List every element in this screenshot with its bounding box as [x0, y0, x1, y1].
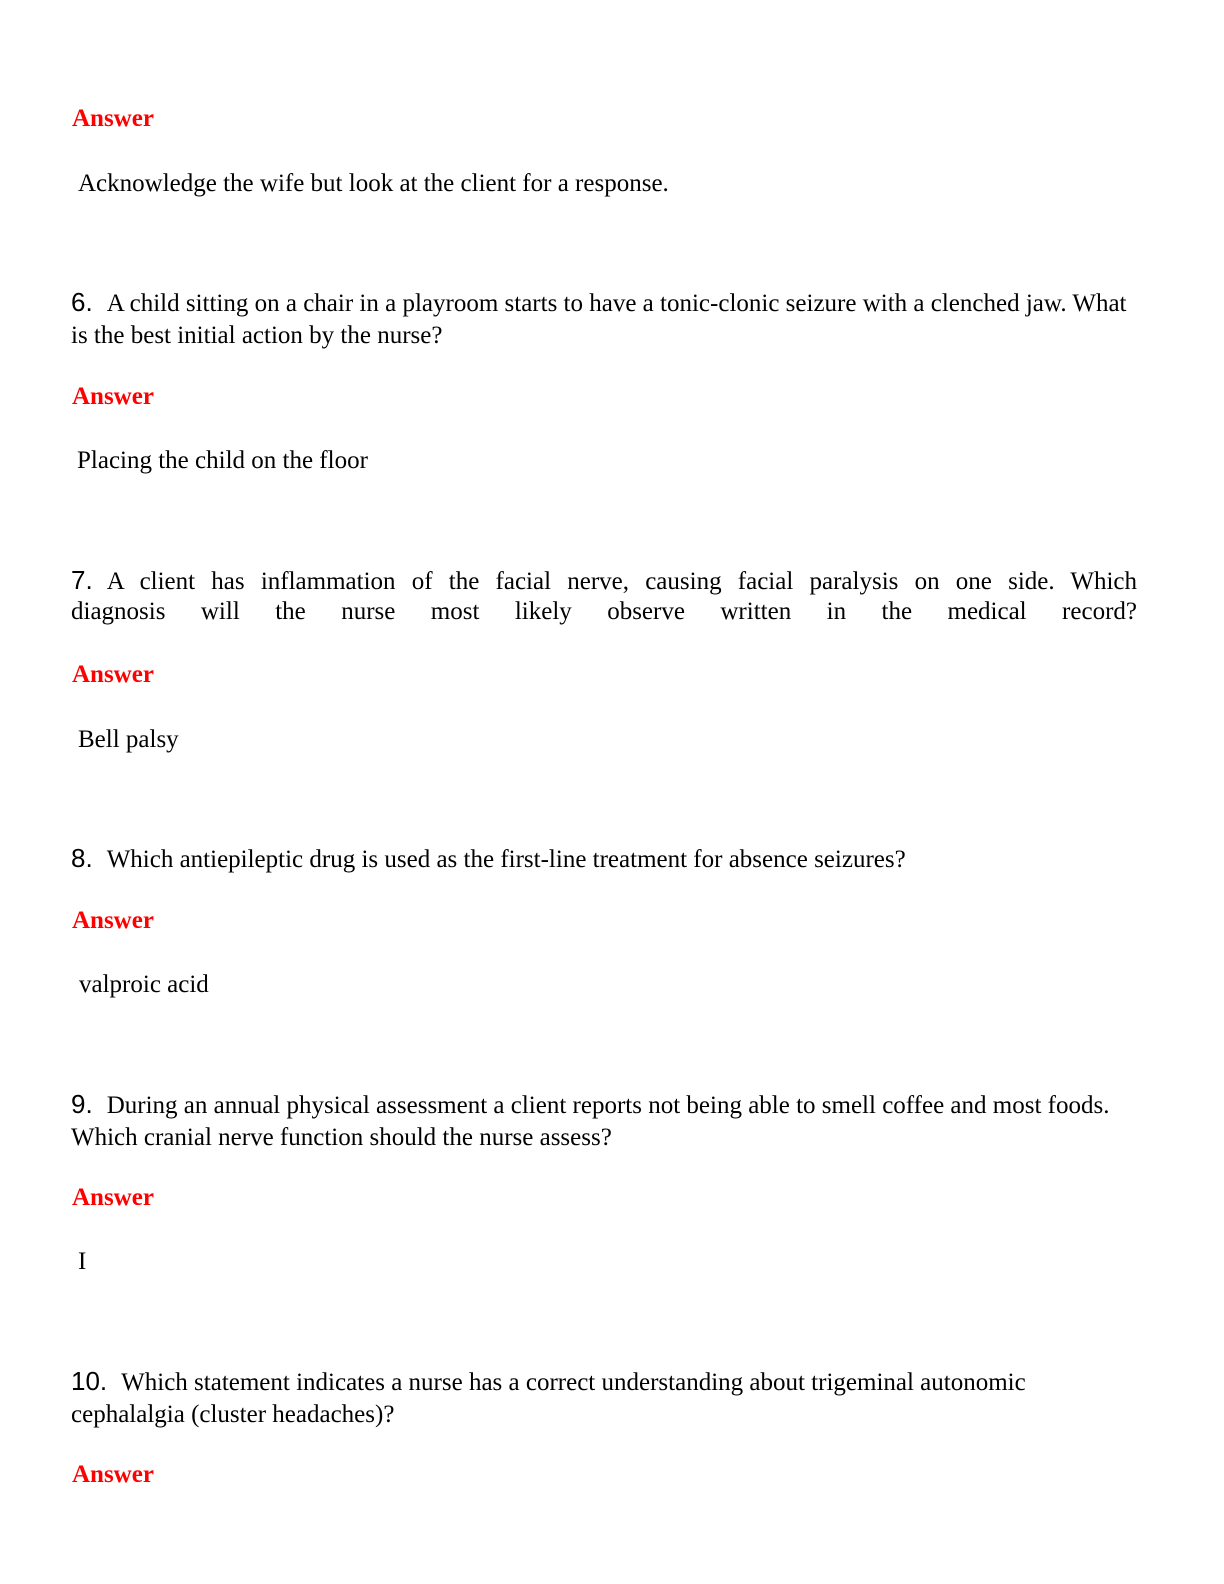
question-text: During an annual physical assessment a client reports not being able to smell coffee and most foods. Which cranial nerve function should the nurse assess?: [71, 1092, 1110, 1151]
answer-label: Answer: [72, 105, 154, 132]
question-number: 7.: [71, 565, 93, 595]
answer-label: Answer: [72, 907, 154, 934]
question-text: A child sitting on a chair in a playroom starts to have a tonic-clonic seizure with a clenched jaw. What is the best initial action by the nurse?: [71, 290, 1127, 349]
answer-label: Answer: [72, 383, 154, 410]
answer-text: Acknowledge the wife but look at the client for a response.: [78, 170, 669, 197]
question-7: [71, 564, 1137, 596]
question-number: 8.: [71, 843, 93, 873]
question-text-line-2: diagnosis will the nurse most likely observe written in the medical record?: [71, 598, 1137, 625]
answer-label: Answer: [72, 1461, 154, 1488]
question-number: 6.: [71, 287, 93, 317]
question-text: Which antiepileptic drug is used as the first-line treatment for absence seizures?: [106, 846, 906, 873]
answer-text: Placing the child on the floor: [77, 447, 368, 474]
question-6: [71, 286, 1137, 352]
question-8: [71, 842, 1137, 876]
question-text-line-1: A client has inflammation of the facial nerve, causing facial paralysis on one side. Which: [106, 568, 1137, 595]
answer-text: Bell palsy: [78, 726, 179, 753]
answer-label: Answer: [72, 1184, 154, 1211]
answer-label: Answer: [72, 661, 154, 688]
question-text: Which statement indicates a nurse has a correct understanding about trigeminal autonomic cephalalgia (cluster headaches)?: [71, 1369, 1026, 1428]
question-7-continued: [71, 596, 1137, 628]
question-9: [71, 1088, 1137, 1154]
question-number: 9.: [71, 1089, 93, 1119]
answer-text: valproic acid: [79, 971, 209, 998]
question-number: 10.: [71, 1366, 108, 1396]
answer-text: I: [78, 1248, 87, 1275]
question-10: [71, 1365, 1137, 1431]
